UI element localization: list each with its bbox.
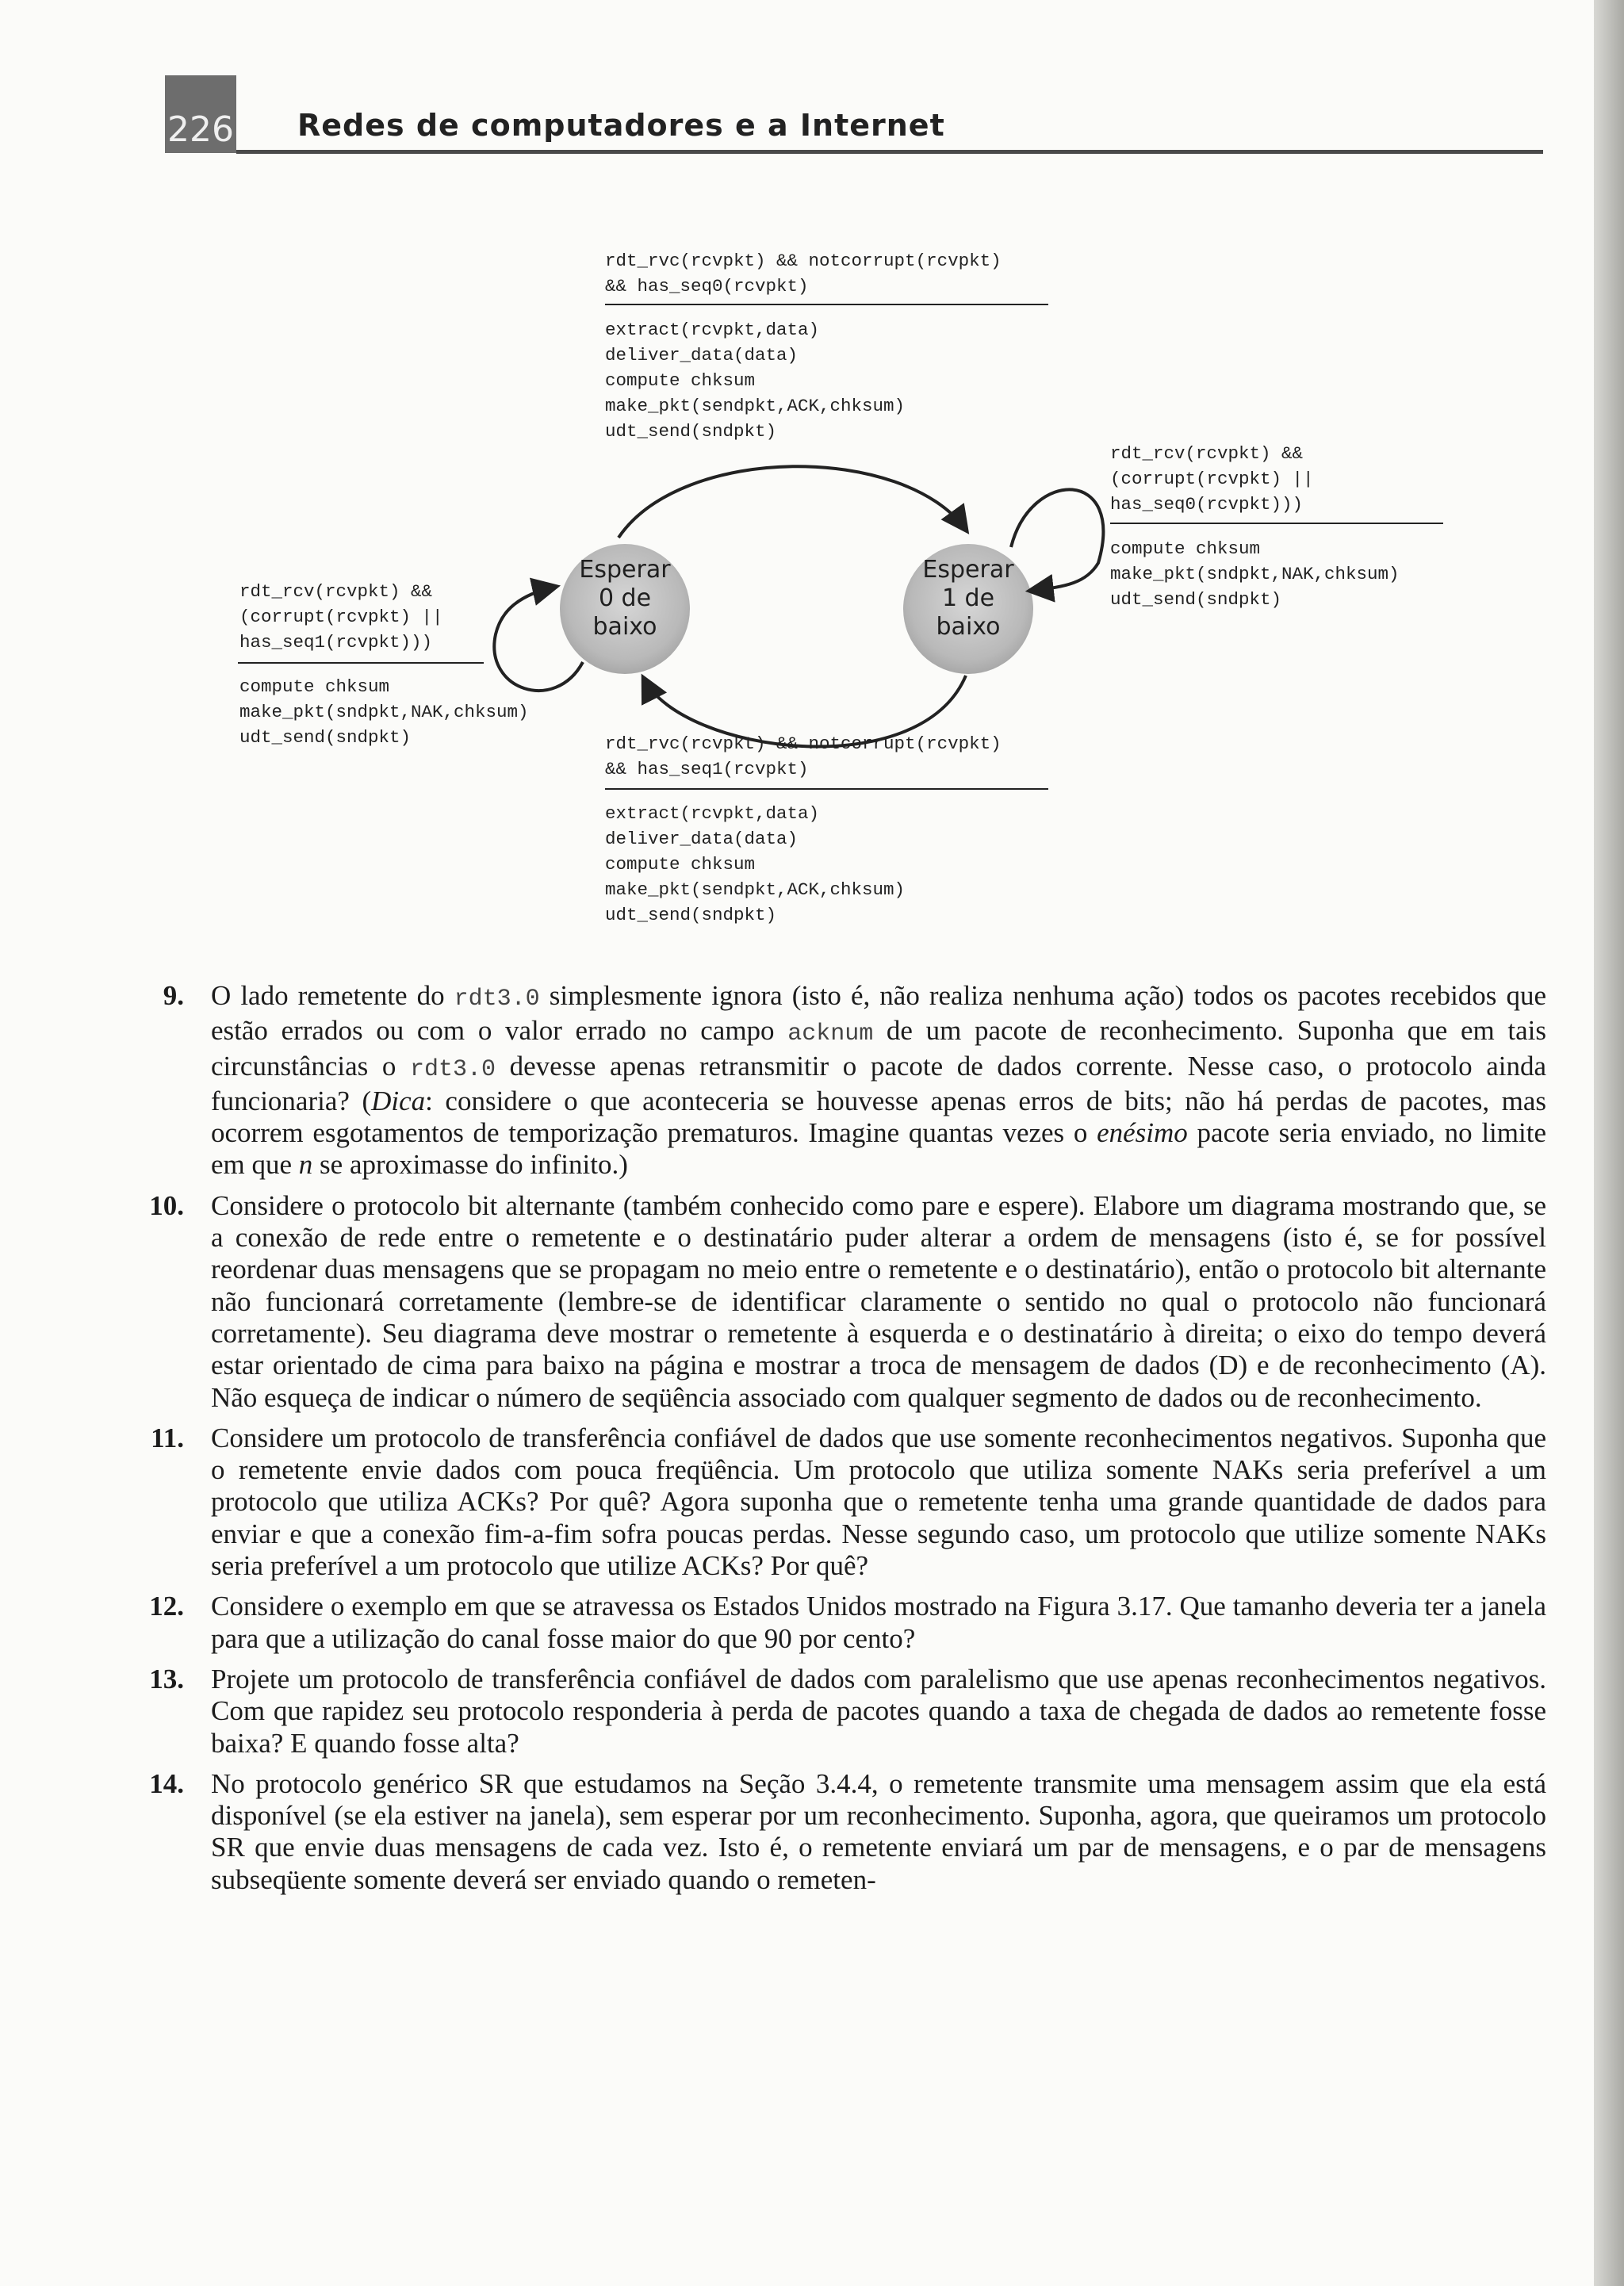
problem-10: 10. Considere o protocolo bit alternante (também conhecido como pare e espere). Elabore um diagrama mostrando que, se a conexão de rede entre o remetente e o destinatário puder alterar a ordem de mensagens (isto é, se for possível reordenar duas mensagens que se propagam no meio entre o remetente e o destinatário), então o protocolo bit alternante não funcionará corretamente (lembre-se de identificar claramente o sentido no qual o protocolo não funcionará corretamente). Seu diagrama deve mostrar o remetente à esquerda e o destinatário à direita; o eixo do tempo deverá estar orientado de cima para baixo na página e mostrar a troca de mensagem de dados (D) e de reconhecimento (A). Não esqueça de indicar o número de seqüência associado com qualquer segmento de dados ou de reconhecimento. (127, 1190, 1546, 1414)
problem-13: 13. Projete um protocolo de transferência confiável de dados com paralelismo que use apenas reconhecimentos negativos. Com que rapidez seu protocolo responderia à perda de pacotes quando a taxa de chegada de dados ao remetente fosse baixa? E quando fosse alta? (127, 1664, 1546, 1759)
state-0-line-2: 0 de (598, 584, 652, 612)
top-event-line-2: && has_seq0(rcvpkt) (605, 276, 809, 297)
top-transition-arrow (619, 466, 966, 538)
problem-9: 9. O lado remetente do rdt3.0 simplesmente ignora (isto é, não realiza nenhuma ação) todos os pacotes recebidos que estão errados ou com o valor errado no campo acknum de um pacote de reconhecimento. Suponha que em tais circunstâncias o rdt3.0 devesse apenas retransmitir o pacote de dados corrente. Nesse caso, o protocolo ainda funcionaria? (Dica: considere o que aconteceria se houvesse apenas erros de bits; não há perdas de pacotes, mas ocorrem esgotamentos de temporização prematuros. Imagine quantas vezes o enésimo pacote seria enviado, no limite em que n se aproximasse do infinito.) (127, 980, 1546, 1181)
state-1-line-2: 1 de (941, 584, 995, 612)
problem-12: 12. Considere o exemplo em que se atravessa os Estados Unidos mostrado na Figura 3.17. Que tamanho deveria ter a janela para que a utilização do canal fosse maior do que 90 por cento? (127, 1591, 1546, 1655)
problem-number: 14. (149, 1767, 184, 1799)
bottom-action-line-4: make_pkt(sendpkt,ACK,chksum) (605, 879, 906, 900)
state-0-line-1: Esperar (579, 556, 671, 584)
page-number: 226 (165, 75, 236, 153)
right-event-line-2: (corrupt(rcvpkt) || (1110, 469, 1314, 489)
bottom-action-line-3: compute chksum (605, 854, 756, 875)
running-title: Redes de computadores e a Internet (297, 108, 945, 143)
bottom-event-line-2: && has_seq1(rcvpkt) (605, 759, 809, 779)
problem-list (127, 980, 1546, 1905)
top-action-line-5: udt_send(sndpkt) (605, 421, 777, 442)
bottom-event-line-1: rdt_rvc(rcvpkt) && notcorrupt(rcvpkt) (605, 733, 1002, 754)
problem-number: 10. (149, 1189, 184, 1221)
left-action-line-1: compute chksum (239, 676, 390, 697)
state-1-line-1: Esperar (922, 556, 1014, 584)
right-event-line-3: has_seq0(rcvpkt))) (1110, 494, 1304, 515)
top-action-line-4: make_pkt(sendpkt,ACK,chksum) (605, 396, 906, 416)
bottom-action-line-2: deliver_data(data) (605, 829, 799, 849)
left-event-line-1: rdt_rcv(rcvpkt) && (239, 581, 433, 602)
problem-number: 11. (151, 1422, 184, 1453)
problem-14: 14. No protocolo genérico SR que estudamos na Seção 3.4.4, o remetente transmite uma mensagem assim que ela está disponível (se ela estiver na janela), sem esperar por um reconhecimento. Suponha, agora, que queiramos um protocolo SR que envie duas mensagens de cada vez. Isto é, o remetente enviará um par de mensagens, e o par de mensagens subseqüente somente deverá ser enviado quando o remeten- (127, 1768, 1546, 1896)
problem-11: 11. Considere um protocolo de transferência confiável de dados que use somente reconhecimentos negativos. Suponha que o remetente envie dados com pouca freqüência. Um protocolo que utiliza somente NAKs seria preferível a um protocolo que utiliza ACKs? Por quê? Agora suponha que o remetente tenha uma grande quantidade de dados para enviar e que a conexão fim-a-fim sofra poucas perdas. Nesse segundo caso, um protocolo que utilize somente NAKs seria preferível a um protocolo que utilize ACKs? Por quê? (127, 1423, 1546, 1582)
right-action-line-2: make_pkt(sndpkt,NAK,chksum) (1110, 564, 1400, 584)
top-action-line-2: deliver_data(data) (605, 345, 799, 366)
right-action-line-1: compute chksum (1110, 538, 1261, 559)
state-1-line-3: baixo (936, 613, 1001, 641)
state-0-line-3: baixo (592, 613, 657, 641)
top-action-line-1: extract(rcvpkt,data) (605, 320, 820, 340)
receiver-fsm-diagram (0, 0, 1624, 975)
right-action-line-3: udt_send(sndpkt) (1110, 589, 1282, 610)
top-event-line-1: rdt_rvc(rcvpkt) && notcorrupt(rcvpkt) (605, 251, 1002, 271)
right-self-loop-arrow (1011, 489, 1103, 591)
left-action-line-3: udt_send(sndpkt) (239, 727, 412, 748)
problem-number: 12. (149, 1591, 184, 1622)
bottom-action-line-5: udt_send(sndpkt) (605, 905, 777, 925)
bottom-action-line-1: extract(rcvpkt,data) (605, 803, 820, 824)
problem-number: 9. (163, 980, 184, 1011)
problem-number: 13. (149, 1663, 184, 1694)
left-action-line-2: make_pkt(sndpkt,NAK,chksum) (239, 702, 529, 722)
left-event-line-2: (corrupt(rcvpkt) || (239, 607, 443, 627)
left-event-line-3: has_seq1(rcvpkt))) (239, 632, 433, 653)
right-event-line-1: rdt_rcv(rcvpkt) && (1110, 443, 1304, 464)
top-action-line-3: compute chksum (605, 370, 756, 391)
